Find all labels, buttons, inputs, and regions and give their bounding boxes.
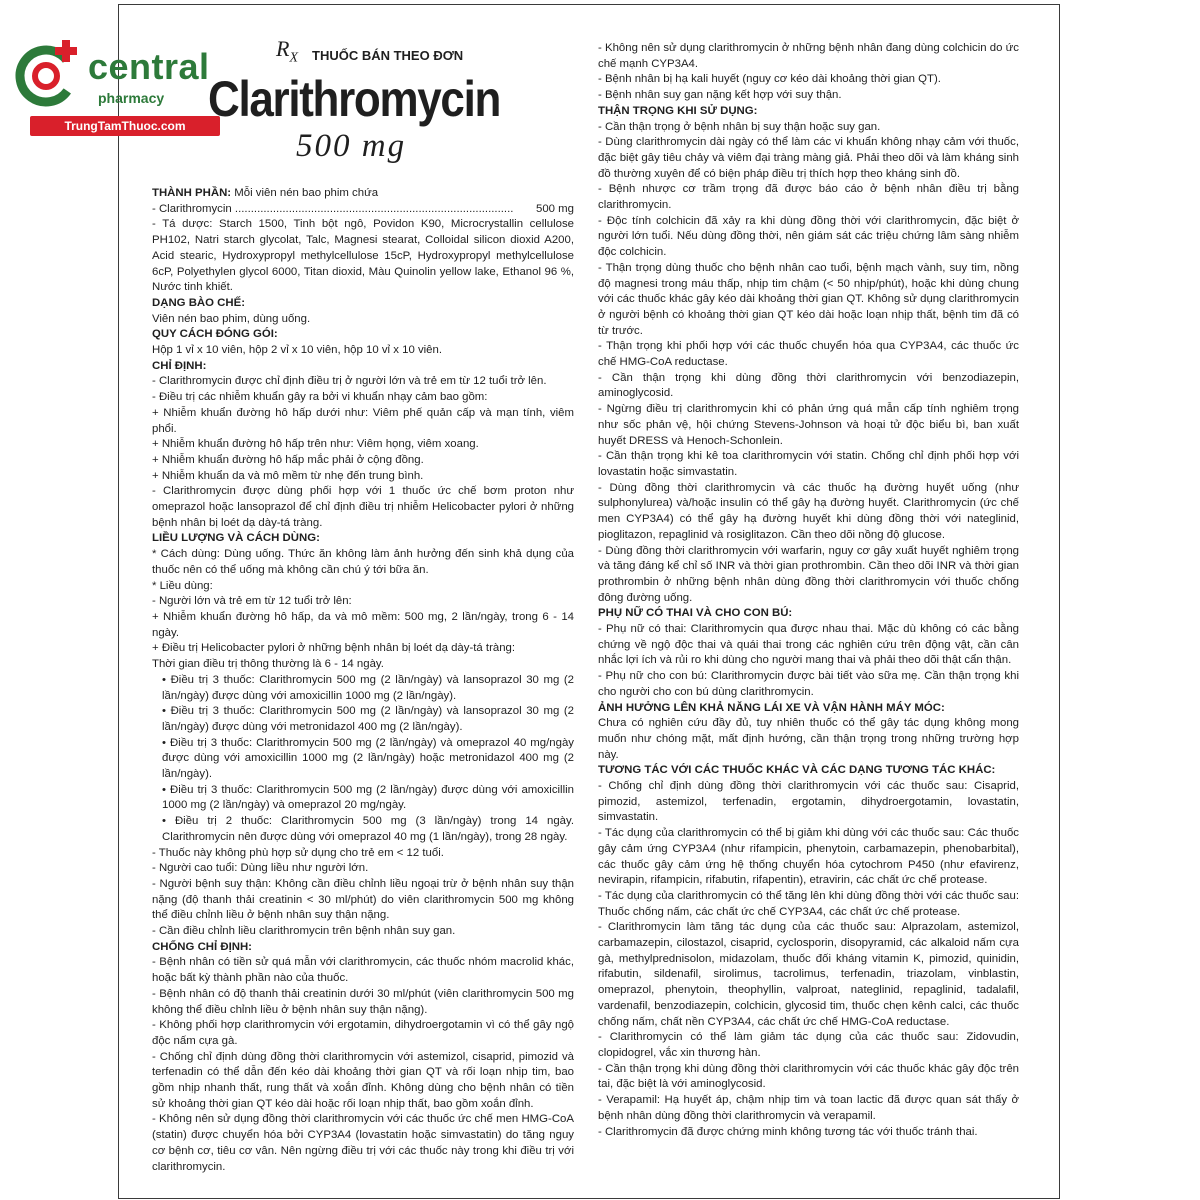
paragraph: - Clarithromycin làm tăng tác dụng của các thuốc sau: Alprazolam, astemizol, carbamazepin, cilostazol, cisaprid, cyclosporin, disopyramid, các alkaloid nấm cựa gà, methylprednisolon, midazolam, thuốc đối kháng vitamin K, pimozid, quinidin, rifabutin, sildenafil, sirolimus, tacrolimus, terfenadin, triazolam, vinblastin, omeprazol, phenytoin, theophyllin, valproat, nateglinid, repaglinid, tadalafil, vardenafil, benzodiazepin, colchicin, glycosid tim, thuốc chẹn kênh calci, các thuốc chống nấm, chất nền CYP3A4, các chất ức chế HMG-CoA reductase. — [598, 921, 1019, 1028]
paragraph: + Điều trị Helicobacter pylori ở những bệnh nhân bị loét dạ dày-tá tràng: — [152, 642, 516, 655]
central-pharmacy-logo[interactable] — [10, 36, 220, 136]
paragraph: - Verapamil: Hạ huyết áp, chậm nhịp tim và toan lactic đã được quan sát thấy ở bệnh nhân dùng đồng thời clarithromycin và verapamil. — [598, 1094, 1019, 1122]
paragraph: - Cần điều chỉnh liều clarithromycin trên bệnh nhân suy gan. — [152, 925, 456, 938]
paragraph: - Dùng đồng thời clarithromycin và các thuốc hạ đường huyết uống (như sulphonylurea) và/hoặc insulin có thể gây hạ đường huyết. Clarithromycin (ức chế men CYP3A4) có thể gây hạ đường huyết khi dùng đồng thời với nateglinid, pioglitazon, repaglinid và rosiglitazon. Cần theo dõi nồng độ glucose. — [598, 481, 1019, 541]
paragraph: - Cần thận trọng ở bệnh nhân bị suy thận hoặc suy gan. — [598, 120, 881, 133]
paragraph: - Tác dụng của clarithromycin có thể tăng lên khi dùng đồng thời với các thuốc sau: Thuốc chống nấm, các chất ức chế CYP3A4, các chất ức chế protease. — [598, 889, 1019, 918]
bullet-paragraph: • Điều trị 2 thuốc: Clarithromycin 500 mg (3 lần/ngày) trong 14 ngày. Clarithromycin nên được dùng với omeprazol 40 mg (1 lần/ngày), trong 28 ngày. — [162, 815, 574, 843]
section-heading: THÀNH PHẦN: Mỗi viên nén bao phim chứa — [152, 187, 379, 199]
section-heading: DẠNG BÀO CHẾ: — [152, 296, 246, 309]
paragraph: - Dùng đồng thời clarithromycin với warfarin, nguy cơ gây xuất huyết nghiêm trọng và tăng đáng kể chỉ số INR và thời gian prothrombin. Cần theo dõi INR và thời gian prothrombin ở những bệnh nhân dùng đồng thời clarithromycin với thuốc chống đông đường uống. — [598, 544, 1019, 604]
paragraph: - Bệnh nhân có tiền sử quá mẫn với clarithromycin, các thuốc nhóm macrolid khác, hoặc bất kỳ thành phần nào của thuốc. — [152, 956, 574, 985]
logo-sub: pharmacy — [98, 90, 165, 106]
paragraph: - Clarithromycin có thể làm giảm tác dụng của các thuốc sau: Zidovudin, clopidogrel, vắc xin thương hàn. — [598, 1031, 1019, 1059]
paragraph: Thời gian điều trị thông thường là 6 - 14 ngày. — [152, 658, 384, 671]
right-column — [598, 41, 1019, 1140]
paragraph: - Tá dược: Starch 1500, Tinh bột ngô, Povidon K90, Microcrystallin cellulose PH102, Natri starch glycolat, Talc, Magnesi stearat, Colloidal silicon dioxid A200, Acid stearic, Hydroxypropyl methylcellulose 15cP, Hydroxypropyl methylcellulose 6cP, Polyethylen glycol 6000, Titan dioxid, Màu Quinolin yellow lake, Ethanol 96 %, Nước tinh khiết. — [152, 218, 574, 294]
section-heading: PHỤ NỮ CÓ THAI VÀ CHO CON BÚ: — [598, 607, 793, 620]
paragraph: - Tác dụng của clarithromycin có thể bị giảm khi dùng với các thuốc sau: Các thuốc gây cảm ứng CYP3A4 (như rifampicin, phenytoin, carbamazepin, phenobarbital), các thuốc gây cảm ứng hệ thống chuyển hóa cytochrom P450 (như efavirenz, nevirapin, rifampicin, rifabutin, rifapentin), etravirin, các chất ức chế protease. — [598, 827, 1019, 887]
paragraph: - Không phối hợp clarithromycin với ergotamin, dihydroergotamin vì có thể gây ngộ độc nấm cựa gà. — [152, 1019, 574, 1047]
paragraph: - Cần thận trọng khi dùng đồng thời clarithromycin với benzodiazepin, aminoglycosid. — [598, 371, 1019, 400]
paragraph: - Người cao tuổi: Dùng liều như người lớn. — [152, 862, 369, 875]
section-heading: CHỈ ĐỊNH: — [152, 359, 207, 372]
paragraph: - Clarithromycin đã được chứng minh không tương tác với thuốc tránh thai. — [598, 1125, 978, 1138]
paragraph: - Bệnh nhân suy gan nặng kết hợp với suy thận. — [598, 89, 842, 102]
drug-name: Clarithromycin — [208, 71, 501, 127]
section-heading: THẬN TRỌNG KHI SỬ DỤNG: — [598, 104, 758, 117]
paragraph: - Độc tính colchicin đã xảy ra khi dùng đồng thời với clarithromycin, đặc biệt ở người lớn tuổi. Nếu dùng đồng thời, nên giám sát các triệu chứng lâm sàng nhiễm độc colchicin. — [598, 214, 1019, 259]
paragraph: - Cần thận trọng khi kê toa clarithromycin với statin. Chống chỉ định phối hợp với lovastatin hoặc simvastatin. — [598, 450, 1019, 478]
section-heading: CHỐNG CHỈ ĐỊNH: — [152, 940, 252, 953]
left-column — [152, 186, 574, 1175]
section-heading: QUY CÁCH ĐÓNG GÓI: — [152, 328, 278, 341]
paragraph: - Ngừng điều trị clarithromycin khi có phản ứng quá mẫn cấp tính nghiêm trọng như sốc phản vệ, hội chứng Stevens-Johnson và hoại tử độc biểu bì, ban xuất huyết DRESS và Henoch-Schonlein. — [598, 403, 1019, 447]
section-heading: TƯƠNG TÁC VỚI CÁC THUỐC KHÁC VÀ CÁC DẠNG TƯƠNG TÁC KHÁC: — [598, 764, 996, 777]
paragraph: + Nhiễm khuẩn đường hô hấp, da và mô mềm: 500 mg, 2 lần/ngày, trong 6 - 14 ngày. — [152, 610, 574, 639]
paragraph: - Thuốc này không phù hợp sử dụng cho trẻ em < 12 tuổi. — [152, 846, 444, 859]
paragraph: - Người lớn và trẻ em từ 12 tuổi trở lên: — [152, 595, 352, 608]
paragraph: + Nhiễm khuẩn da và mô mềm từ nhẹ đến trung bình. — [152, 469, 424, 482]
paragraph: * Liều dùng: — [152, 579, 213, 592]
paragraph: - Người bệnh suy thận: Không cần điều chỉnh liều ngoại trừ ở bệnh nhân suy thận nặng (độ thanh thải creatinin < 30 ml/phút) do viên clarithromycin 500 mg không thể điều chỉnh liều ở bệnh nhân suy thận nặng. — [152, 877, 574, 922]
paragraph: + Nhiễm khuẩn đường hô hấp dưới như: Viêm phế quản cấp và mạn tính, viêm phổi. — [152, 406, 574, 435]
paragraph: - Phụ nữ có thai: Clarithromycin qua được nhau thai. Mặc dù không có các bằng chứng về ngộ độc thai và quái thai trong các nghiên cứu trên động vật, cần cân nhắc lợi ích và rủi ro khi dùng cho người mang thai và phải theo dõi thật cẩn thận. — [598, 623, 1019, 667]
section-heading: ẢNH HƯỞNG LÊN KHẢ NĂNG LÁI XE VÀ VẬN HÀNH MÁY MÓC: — [598, 701, 945, 714]
logo-site[interactable]: TrungTamThuoc.com — [30, 116, 220, 136]
paragraph: - Phụ nữ cho con bú: Clarithromycin được bài tiết vào sữa mẹ. Cần thận trọng khi cho người cho con bú dùng clarithromycin. — [598, 670, 1019, 698]
paragraph: - Clarithromycin được dùng phối hợp với 1 thuốc ức chế bơm proton như omeprazol hoặc lansoprazol để chỉ định điều trị nhiễm Helicobacter pylori ở những bệnh nhân bị loét dạ dày-tá tràng. — [152, 485, 574, 529]
paragraph: - Chống chỉ định dùng đồng thời clarithromycin với astemizol, cisaprid, pimozid và terfenadin có thể dẫn đến kéo dài khoảng thời gian QT và rối loạn nhịp tim, bao gồm nhịp nhanh thất, rung thất và xoắn đỉnh. Không dùng cho bệnh nhân có tiền sử khoảng thời gian QT kéo dài hoặc rối loạn nhịp thất, bao gồm xoắn đỉnh. — [152, 1050, 574, 1110]
paragraph: Viên nén bao phim, dùng uống. — [152, 312, 311, 325]
bullet-paragraph: • Điều trị 3 thuốc: Clarithromycin 500 mg (2 lần/ngày) và lansoprazol 30 mg (2 lần/ngày) được dùng với amoxicillin 1000 mg (2 lần/ngày). — [162, 673, 574, 702]
bullet-paragraph: • Điều trị 3 thuốc: Clarithromycin 500 mg (2 lần/ngày) được dùng với amoxicillin 1000 mg (2 lần/ngày) và omeprazol 20 mg/ngày. — [162, 783, 574, 812]
bullet-paragraph: • Điều trị 3 thuốc: Clarithromycin 500 mg (2 lần/ngày) và omeprazol 40 mg/ngày được dùng với amoxicillin 1000 mg (2 lần/ngày) hoặc metronidazol 400 mg (2 lần/ngày). — [162, 736, 574, 781]
bullet-paragraph: • Điều trị 3 thuốc: Clarithromycin 500 mg (2 lần/ngày) và lansoprazol 30 mg (2 lần/ngày) được dùng với metronidazol 400 mg (2 lần/ngày). — [162, 705, 574, 733]
central-logo-icon — [10, 36, 88, 114]
drug-strength: 500 mg — [296, 128, 407, 164]
rx-symbol: $R_X$ — [276, 36, 299, 66]
paragraph: - Thận trọng dùng thuốc cho bệnh nhân cao tuổi, bệnh mạch vành, suy tim, nồng độ magnesi trong máu thấp, nhịp tim chậm (< 50 nhịp/phút), hoặc khi dùng chung với các thuốc khác gây kéo dài khoảng thời gian QT. Không sử dụng clarithromycin ở người bệnh có khoảng thời gian QT kéo dài hoặc loạn nhịp thất, bệnh tim đã có từ trước. — [598, 261, 1019, 337]
paragraph: Hộp 1 vỉ x 10 viên, hộp 2 vỉ x 10 viên, hộp 10 vỉ x 10 viên. — [152, 344, 442, 357]
paragraph: - Thận trọng khi phối hợp với các thuốc chuyển hóa qua CYP3A4, các thuốc ức chế HMG-CoA reductase. — [598, 340, 1019, 369]
paragraph: - Không nên sử dụng clarithromycin ở những bệnh nhân đang dùng colchicin do ức chế mạnh CYP3A4. — [598, 42, 1019, 70]
paragraph: + Nhiễm khuẩn đường hô hấp mắc phải ở cộng đồng. — [152, 453, 424, 466]
paragraph: + Nhiễm khuẩn đường hô hấp trên như: Viêm họng, viêm xoang. — [152, 438, 479, 451]
logo-brand: central — [88, 46, 210, 87]
ingredient-row: - Clarithromycin ........................................................................................ 500 mg — [152, 202, 574, 215]
paragraph: - Bệnh nhân bị hạ kali huyết (nguy cơ kéo dài khoảng thời gian QT). — [598, 73, 941, 86]
paragraph: - Chống chỉ định dùng đồng thời clarithromycin với các thuốc sau: Cisaprid, pimozid, astemizol, terfenadin, ergotamin, dihydroergotamin, lovastatin, simvastatin. — [598, 780, 1019, 824]
paragraph: * Cách dùng: Dùng uống. Thức ăn không làm ảnh hưởng đến sinh khả dụng của thuốc nên có thể uống mà không cần chú ý tới bữa ăn. — [152, 548, 574, 576]
rx-label: THUỐC BÁN THEO ĐƠN — [312, 48, 464, 63]
paragraph: - Không nên sử dụng đồng thời clarithromycin với các thuốc ức chế men HMG-CoA (statin) được chuyển hóa bởi CYP3A4 (lovastatin hoặc simvastatin) do tăng nguy cơ bệnh cơ, tiêu cơ vân. Nên ngừng điều trị với các thuốc này trong khi điều trị với clarithromycin. — [152, 1113, 574, 1173]
section-heading: LIỀU LƯỢNG VÀ CÁCH DÙNG: — [152, 532, 320, 545]
paragraph: - Dùng clarithromycin dài ngày có thể làm các vi khuẩn không nhạy cảm với thuốc, đặc biệt gây tiêu chảy và viêm đại tràng màng giả. Phải theo dõi và làm kháng sinh đồ thường xuyên để có biện pháp điều trị thích hợp theo kháng sinh đồ. — [598, 136, 1019, 180]
paragraph: - Điều trị các nhiễm khuẩn gây ra bởi vi khuẩn nhạy cảm bao gồm: — [152, 391, 488, 404]
paragraph: - Bệnh nhược cơ trầm trọng đã được báo cáo ở bệnh nhân điều trị bằng clarithromycin. — [598, 183, 1019, 212]
paragraph: Chưa có nghiên cứu đầy đủ, tuy nhiên thuốc có thể gây tác dụng không mong muốn như chóng mặt, mất định hướng, cần thận trọng trong những trường hợp này. — [598, 717, 1019, 761]
paragraph: - Clarithromycin được chỉ định điều trị ở người lớn và trẻ em từ 12 tuổi trở lên. — [152, 375, 547, 388]
paragraph: - Bệnh nhân có độ thanh thải creatinin dưới 30 ml/phút (viên clarithromycin 500 mg không thể điều chỉnh liều ở bệnh nhân suy thận nặng). — [152, 987, 574, 1016]
paragraph: - Cần thận trọng khi dùng đồng thời clarithromycin với các thuốc khác gây độc trên tai, đặc biệt là với aminoglycosid. — [598, 1062, 1019, 1091]
